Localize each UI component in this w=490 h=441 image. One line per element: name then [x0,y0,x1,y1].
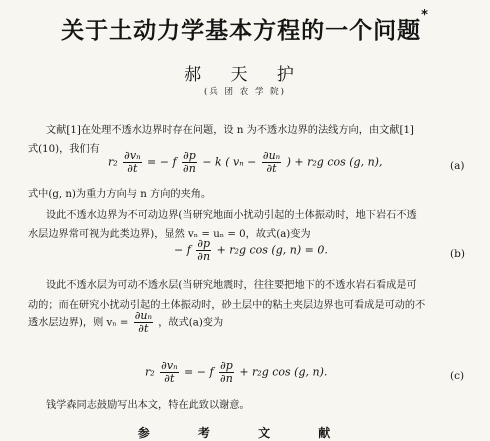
acknowledgement: 钱学森同志鼓励写出本文，特在此致以谢意。 [46,400,250,411]
paragraph-4-line-3: 透水层边界)，则 vₙ = $\frac{\text{∂uₙ}}{\partial t}$ ，故式(a)变为 [28,309,224,335]
paragraph-4-line-1: 设此不透水层为可动不透水层(当研究地震时，往往要把地下的不透水岩石看成是可 [46,280,417,291]
author-name: 郝 天 护 [184,65,306,85]
author-affiliation: (兵 团 农 学 院) [204,87,286,97]
equation-c-label: (c) [450,370,465,382]
paper-title: 关于土动力学基本方程的一个问题* [61,8,429,44]
references-heading: 参 考 文 献 [137,426,353,440]
paragraph-4-line-2: 动的；而在研究小扰动引起的土体振动时，砂土层中的粘土夹层边界也可看成是可动的不 [28,300,426,311]
paragraph-1-line-2: 式(10)，我们有 [28,144,100,155]
paragraph-3-line-2: 水层边界常可视为此类边界)，显然 vₙ = uₙ = 0，故式(a)变为 [28,229,311,240]
equation-b: − f $\frac{\partial p}{\partial n}$ + r₂g cos (g, n) = 0. [174,237,328,263]
paragraph-3-line-1: 设此不透水边界为不可动边界(当研究地面小扰动引起的土体振动时，地下岩石不透 [46,210,417,221]
equation-a: r₂ $\frac{\text{∂vₙ}}{\partial t}$ = − f $\frac{\partial p}{\partial n}$ − k ( vₙ − $\frac{\text{∂uₙ}}{\partial t}$ ) + r₂g cos (g, n), [108,149,383,175]
paragraph-1-line-1: 文献[1]在处理不透水边界时存在问题，设 n 为不透水边界的法线方向，由文献[1] [46,125,414,136]
equation-b-label: (b) [450,248,465,260]
equation-a-label: (a) [450,160,465,172]
title-footnote-mark: * [421,8,429,23]
paragraph-2: 式中(g, n)为重力方向与 n 方向的夹角。 [28,189,212,200]
equation-c: r₂ $\frac{\text{∂vₙ}}{\partial t}$ = − f $\frac{\partial p}{\partial n}$ + r₂g cos (g, n). [145,359,328,385]
